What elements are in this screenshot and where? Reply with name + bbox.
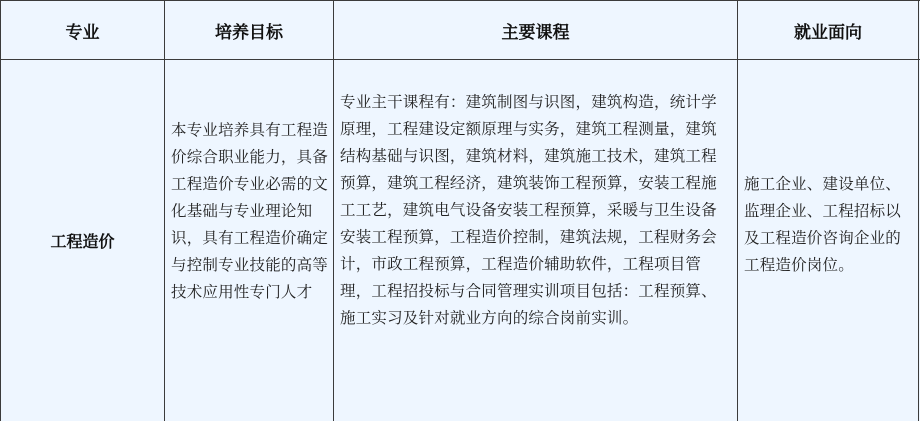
- cell-jobs: 施工企业、建设单位、监理企业、工程招标以及工程造价咨询企业的工程造价岗位。: [744, 175, 902, 274]
- header-jobs: 就业面向: [794, 22, 862, 43]
- header-goal: 培养目标: [215, 22, 283, 43]
- cell-courses: 专业主干课程有：建筑制图与识图，建筑构造，统计学原理，工程建设定额原理与实务，建筑工程测量，建筑结构基础与识图，建筑材料，建筑施工技术，建筑工程预算，建筑工程经济，建筑装饰工程预算，安装工程施工工艺，建筑电气设备安装工程预算，采暖与卫生设备安装工程预算，工程造价控制，建筑法规，工程财务会计，市政工程预算，工程造价辅助软件，工程项目管理，工程招投标与合同管理实训项目包括：工程预算、施工实习及针对就业方向的综合岗前实训。: [340, 93, 717, 327]
- column-divider: [164, 0, 165, 421]
- column-divider: [737, 0, 738, 421]
- header-courses: 主要课程: [501, 22, 570, 43]
- cell-major: 工程造价: [50, 232, 115, 251]
- column-divider: [333, 0, 334, 421]
- header-major: 专业: [65, 22, 100, 43]
- cell-goal: 本专业培养具有工程造价综合职业能力，具备工程造价专业必需的文化基础与专业理论知识，具有工程造价确定与控制专业技能的高等技术应用性专门人才: [171, 121, 329, 301]
- table-border-right: [918, 0, 919, 421]
